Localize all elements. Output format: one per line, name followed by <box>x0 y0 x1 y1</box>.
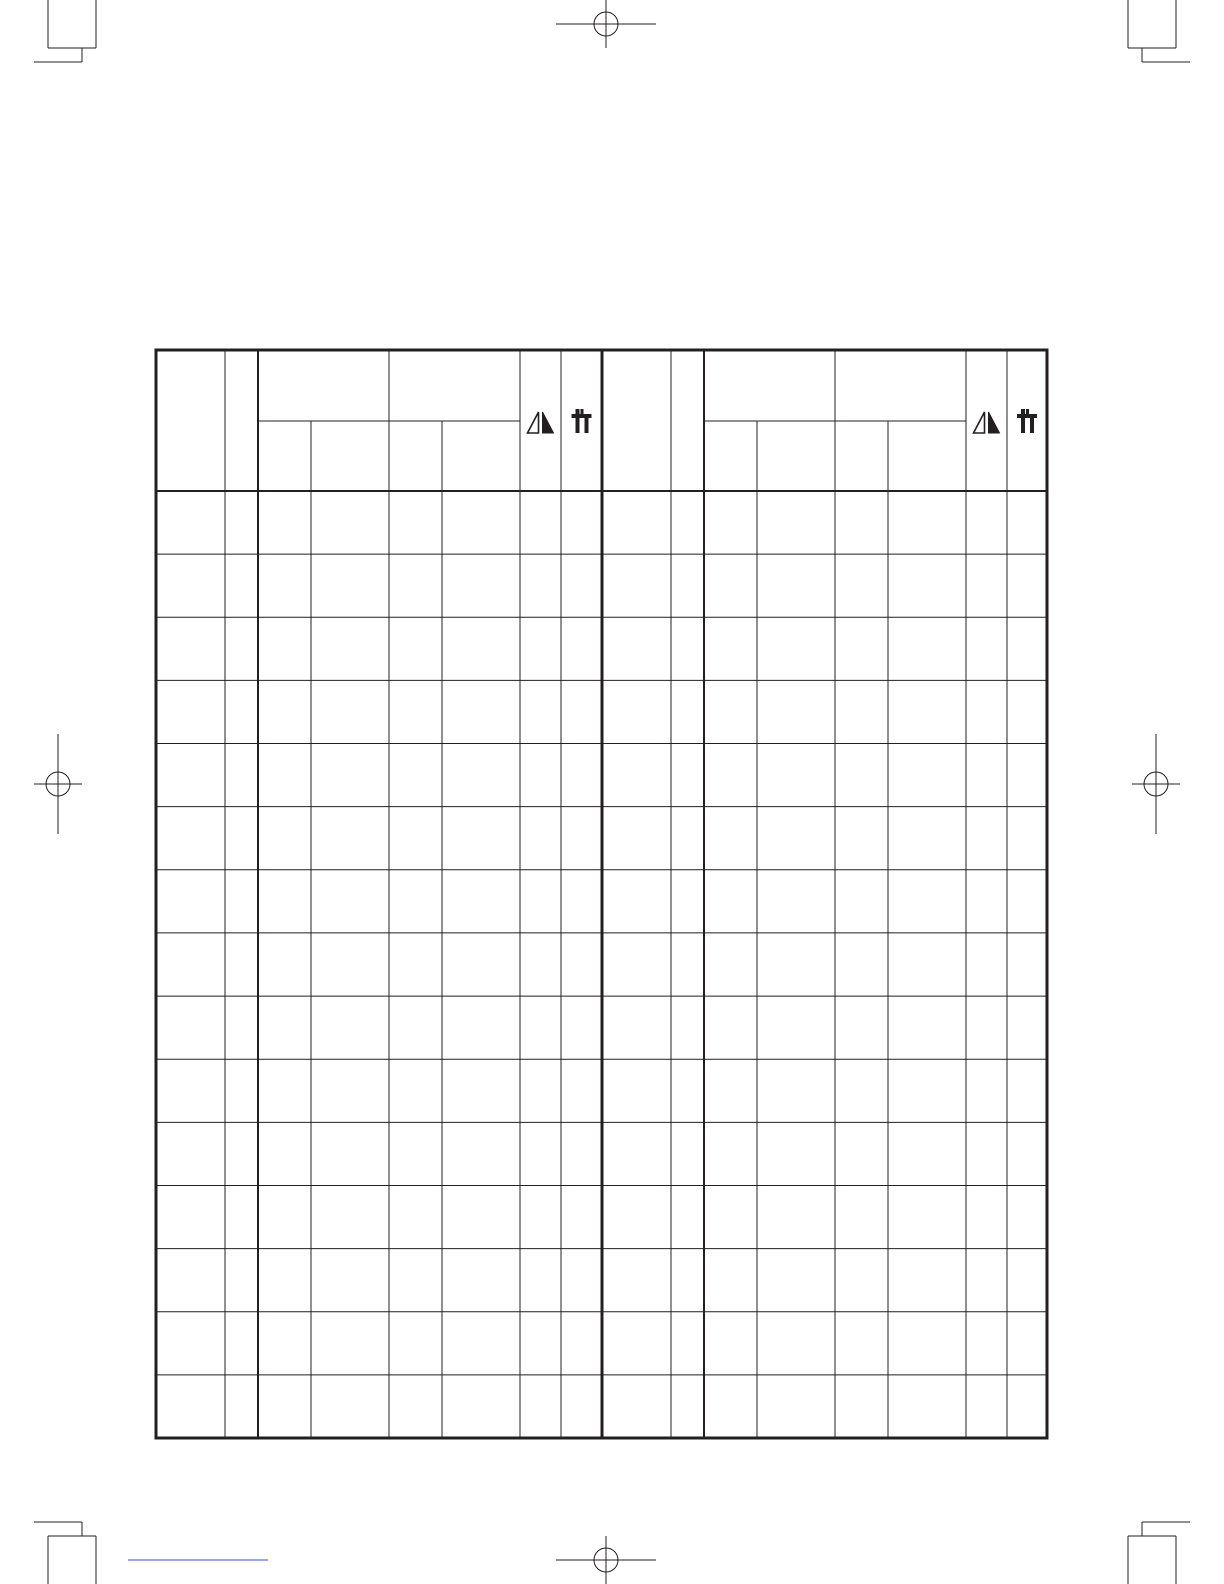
registration-mark-left <box>34 734 82 834</box>
stitch-chart-table <box>156 350 1047 1438</box>
crop-mark-top-left <box>34 0 96 62</box>
elongation-icon <box>1017 409 1037 433</box>
mirror-image-icon <box>974 412 1000 433</box>
crop-mark-bottom-right <box>1128 1522 1190 1584</box>
crop-mark-top-right <box>1128 0 1190 62</box>
crop-mark-bottom-left <box>34 1522 96 1584</box>
registration-mark-right <box>1132 734 1180 834</box>
mirror-image-icon <box>528 412 554 433</box>
registration-mark-bottom <box>556 1536 656 1584</box>
registration-mark-top <box>556 0 656 48</box>
elongation-icon <box>572 409 592 433</box>
crop-marks <box>34 0 1190 1584</box>
